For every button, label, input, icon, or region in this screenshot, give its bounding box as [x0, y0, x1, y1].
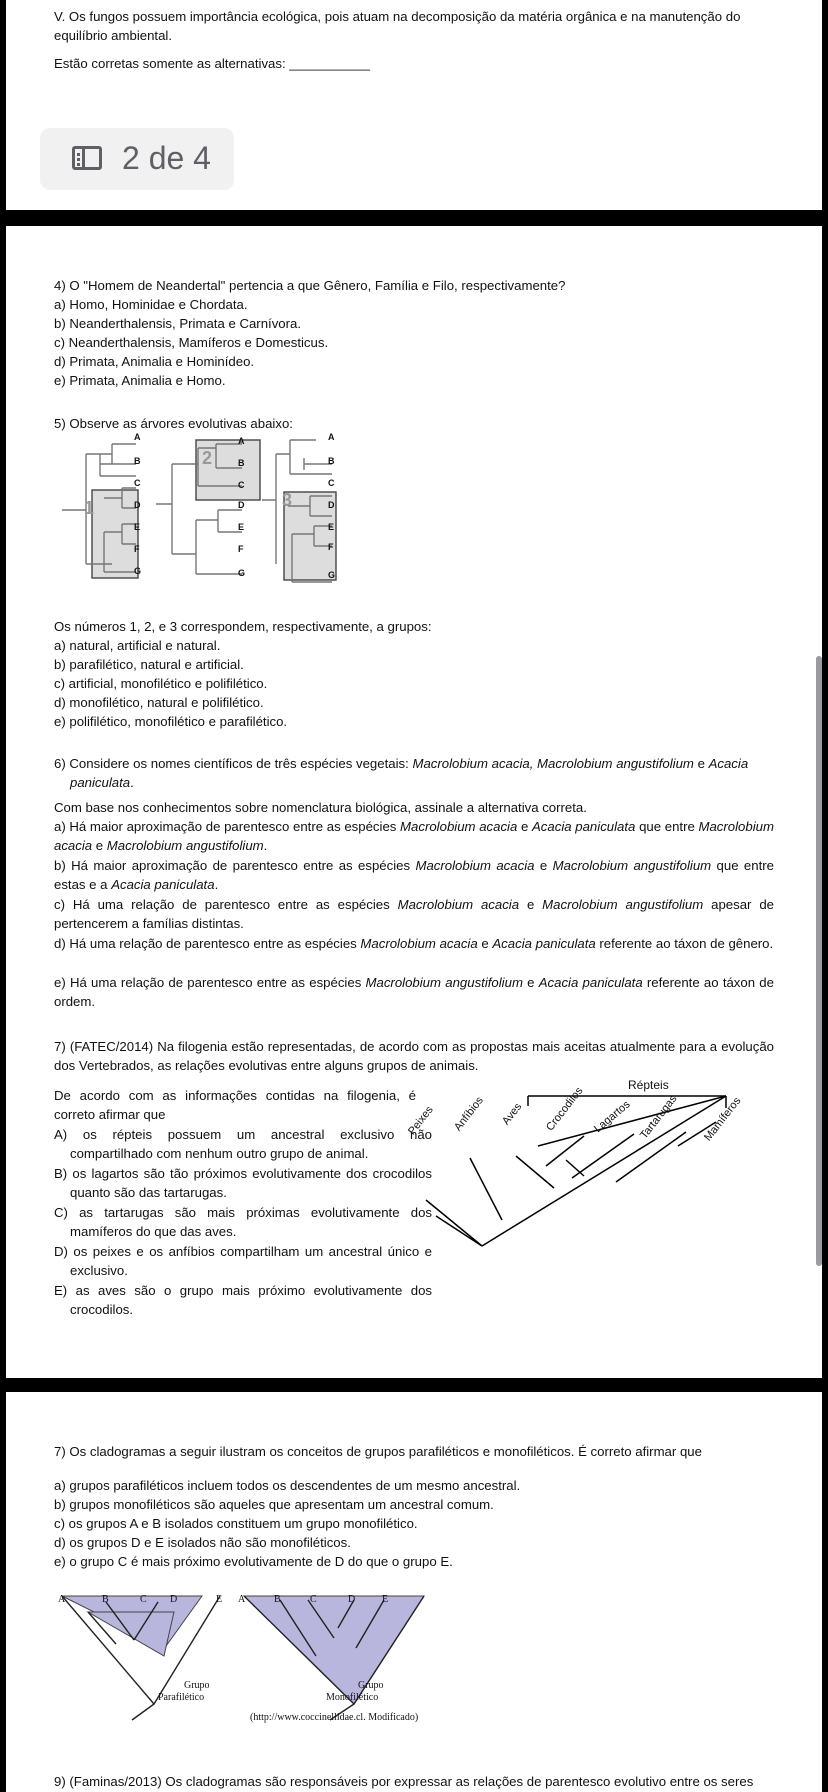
taxon-label: Tartarugas: [638, 1093, 680, 1142]
mono-label-e: E: [382, 1594, 389, 1605]
tree1-label-c: C: [134, 478, 141, 488]
q6-intro: Com base nos conhecimentos sobre nomenclatura biológica, assinale a alternativa correta.: [54, 800, 587, 815]
q6-option-b: b) Há maior aproximação de parentesco entre as espécies Macrolobium acacia e Macrolobium angustifolium que entre estas e a Acacia paniculata.: [54, 858, 774, 892]
taxon-label: Mamíferos: [702, 1095, 744, 1144]
q5-option: a) natural, artificial e natural.: [54, 638, 221, 653]
q7b-option: b) grupos monofiléticos são aqueles que apresentam um ancestral comum.: [54, 1497, 494, 1512]
page-3: [6, 1392, 822, 1792]
para-caption-2: Parafilético: [158, 1692, 205, 1703]
scrollbar-thumb[interactable]: [816, 656, 822, 1266]
taxon-label: Lagartos: [592, 1098, 633, 1136]
para-label-c: C: [140, 1594, 147, 1605]
q5-tree-labels: [46, 434, 406, 592]
q7b-option: c) os grupos A e B isolados constituem um grupo monofilético.: [54, 1516, 418, 1531]
phylogeny-labels: [406, 1066, 776, 1266]
para-label-a: A: [58, 1594, 66, 1605]
page-indicator[interactable]: [40, 128, 234, 190]
q7b-option: a) grupos parafiléticos incluem todos os descendentes de um mesmo ancestral.: [54, 1478, 521, 1493]
tree1-label-f: F: [134, 544, 140, 554]
q7a-option: E) as aves são o grupo mais próximo evolutivamente dos crocodilos.: [54, 1283, 432, 1317]
tree3-number: 3: [282, 490, 293, 510]
para-caption-1: Grupo: [184, 1680, 210, 1691]
taxon-label: Crocodilos: [544, 1085, 586, 1134]
page-1: [6, 0, 822, 210]
q7a-option: D) os peixes e os anfíbios compartilham um ancestral único e exclusivo.: [54, 1244, 432, 1278]
q7a-option: A) os répteis possuem um ancestral exclusivo não compartilhado com nenhum outro grupo de animal.: [54, 1127, 432, 1161]
tree1-label-e: E: [134, 522, 141, 532]
para-label-d: D: [170, 1594, 178, 1605]
tree3-label-e: E: [328, 522, 335, 532]
tree1-label-b: B: [134, 456, 141, 466]
q5v-line2: equilíbrio ambiental.: [54, 28, 173, 43]
repteis-label: Répteis: [628, 1078, 669, 1092]
page-indicator-label: 2 de 4: [122, 140, 211, 176]
q5-statement: Os números 1, 2, e 3 correspondem, respectivamente, a grupos:: [54, 619, 432, 634]
tree2-label-b: B: [238, 458, 245, 468]
correct-prompt: Estão corretas somente as alternativas: ___________: [54, 56, 370, 71]
taxon-label: Peixes: [406, 1103, 436, 1138]
q6-question: 6) Considere os nomes científicos de três espécies vegetais: Macrolobium acacia, Macrolobium angustifolium e Acacia paniculata.: [54, 756, 749, 790]
q5-option: b) parafilético, natural e artificial.: [54, 657, 244, 672]
tree2-label-e: E: [238, 522, 245, 532]
q4-question: 4) O "Homem de Neandertal" pertencia a que Gênero, Família e Filo, respectivamente?: [54, 278, 566, 293]
tree3-label-g: G: [328, 570, 336, 580]
q6-option-e: e) Há uma relação de parentesco entre as espécies Macrolobium angustifolium e Acacia paniculata referente ao táxon de ordem.: [54, 975, 774, 1009]
q9-question: 9) (Faminas/2013) Os cladogramas são responsáveis por expressar as relações de parentesco evolutivo entre os seres: [54, 1774, 754, 1789]
taxon-label: Aves: [500, 1100, 525, 1128]
tree1-label-d: D: [134, 500, 141, 510]
q7b-option: e) o grupo C é mais próximo evolutivamente de D do que o grupo E.: [54, 1554, 453, 1569]
q7b-option: d) os grupos D e E isolados não são monofiléticos.: [54, 1535, 351, 1550]
q7b-question: 7) Os cladogramas a seguir ilustram os conceitos de grupos parafiléticos e monofiléticos. É correto afirmar que: [54, 1444, 702, 1459]
cladogram-labels: [54, 1588, 454, 1738]
tree3-label-b: B: [328, 456, 335, 466]
q7a-option: B) os lagartos são tão próximos evolutivamente dos crocodilos quanto são das tartarugas.: [54, 1166, 432, 1200]
q4-option: b) Neanderthalensis, Primata e Carnívora.: [54, 316, 302, 331]
tree3-label-c: C: [328, 478, 335, 488]
q5-question: 5) Observe as árvores evolutivas abaixo:: [54, 416, 293, 431]
tree3-label-d: D: [328, 500, 335, 510]
para-label-e: E: [216, 1594, 223, 1605]
tree2-label-f: F: [238, 544, 244, 554]
q5-option: d) monofilético, natural e polifilético.: [54, 695, 264, 710]
mono-label-a: A: [238, 1594, 246, 1605]
q7a-lead: De acordo com as informações contidas na filogenia, é correto afirmar que: [54, 1088, 416, 1122]
mono-label-b: B: [274, 1594, 281, 1605]
tree3-label-a: A: [328, 432, 335, 442]
tree2-label-c: C: [238, 480, 245, 490]
page-list-icon: [72, 146, 102, 170]
q7a-question: 7) (FATEC/2014) Na filogenia estão representadas, de acordo com as propostas mais aceitas atualmente para a evolução dos Vertebrados, as relações evolutivas entre alguns grupos de animais.: [54, 1039, 774, 1073]
tree1-number: 1: [84, 498, 95, 518]
q7a-option: C) as tartarugas são mais próximas evolutivamente dos mamíferos do que das aves.: [54, 1205, 432, 1239]
mono-caption-1: Grupo: [358, 1680, 384, 1691]
figure-source: (http://www.coccinellidae.cl. Modificado): [250, 1712, 419, 1723]
q4-option: e) Primata, Animalia e Homo.: [54, 373, 226, 388]
mono-label-c: C: [310, 1594, 317, 1605]
q6-option-c: c) Há uma relação de parentesco entre as espécies Macrolobium acacia e Macrolobium angustifolium apesar de pertencerem a famílias distintas.: [54, 897, 774, 931]
page-2: [6, 226, 822, 1378]
q5-option: c) artificial, monofilético e polifilético.: [54, 676, 268, 691]
tree2-label-g: G: [238, 568, 246, 578]
tree3-label-f: F: [328, 542, 334, 552]
tree1-label-a: A: [134, 432, 141, 442]
mono-label-d: D: [348, 1594, 356, 1605]
q4-option: a) Homo, Hominidae e Chordata.: [54, 297, 248, 312]
para-label-b: B: [102, 1594, 109, 1605]
tree2-number: 2: [202, 448, 213, 468]
q5v-line1: V. Os fungos possuem importância ecológica, pois atuam na decomposição da matéria orgânica e na manutenção do: [54, 9, 741, 24]
q6-option-a: a) Há maior aproximação de parentesco entre as espécies Macrolobium acacia e Acacia paniculata que entre Macrolobium acacia e Macrolobium angustifolium.: [54, 819, 774, 853]
tree1-label-g: G: [134, 566, 142, 576]
q4-option: c) Neanderthalensis, Mamíferos e Domesticus.: [54, 335, 329, 350]
tree2-label-d: D: [238, 500, 245, 510]
q5-option: e) polifilético, monofilético e parafilético.: [54, 714, 288, 729]
q6-option-d: d) Há uma relação de parentesco entre as espécies Macrolobium acacia e Acacia paniculata referente ao táxon de gênero.: [54, 936, 774, 951]
mono-caption-2: Monofilético: [326, 1692, 379, 1703]
taxon-label: Anfíbios: [452, 1094, 486, 1134]
q4-option: d) Primata, Animalia e Hominídeo.: [54, 354, 255, 369]
tree2-label-a: A: [238, 436, 245, 446]
